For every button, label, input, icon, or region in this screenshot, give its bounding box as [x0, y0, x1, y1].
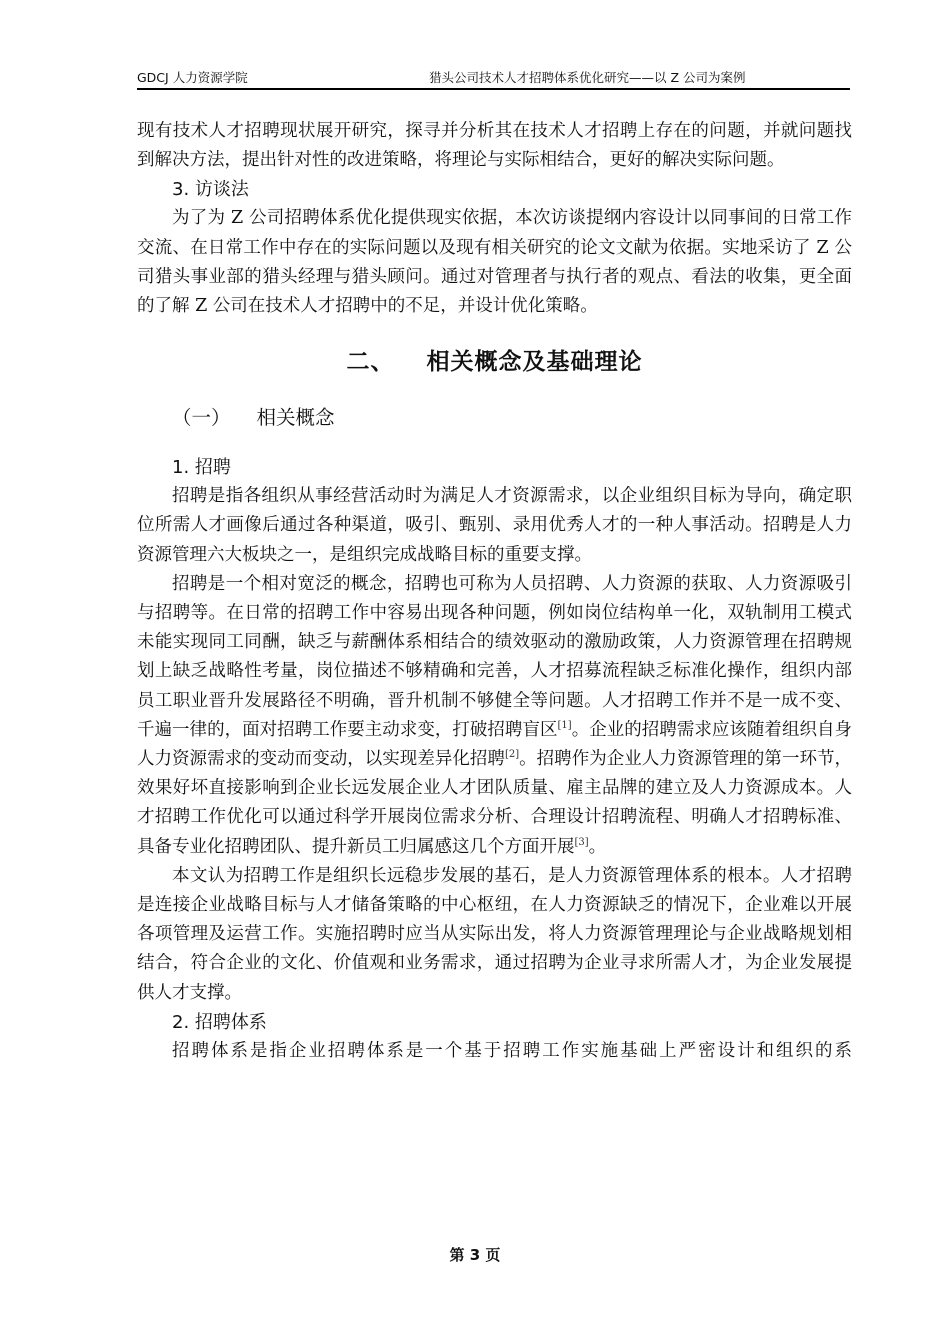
- subsection-recruitment-system-title: 2. 招聘体系: [172, 1011, 267, 1033]
- subsection-recruitment-title: 1. 招聘: [172, 457, 231, 479]
- header-institution: GDCJ 人力资源学院: [137, 70, 248, 85]
- chapter-heading: [137, 345, 852, 379]
- paragraph-author-view: 本文认为招聘工作是组织长远稳步发展的基石，是人力资源管理体系的根本。人才招聘是连接企业战略目标与人才储备策略的中心枢纽，在人力资源缺乏的情况下，企业难以开展各项管理及运营工作。实施招聘时应当从实际出发，将人力资源管理理论与企业战略规划相结合，符合企业的文化、价值观和业务需求，通过招聘为企业寻求所需人才，为企业发展提供人才支撑。: [137, 865, 852, 1003]
- chapter-number: 二、: [346, 349, 395, 376]
- header-paper-title: 猎头公司技术人才招聘体系优化研究——以 Z 公司为案例: [429, 70, 746, 85]
- citation-3: [3]: [574, 836, 589, 848]
- page-content: [137, 117, 852, 1066]
- chapter-title: 相关概念及基础理论: [426, 349, 643, 376]
- citation-2: [2]: [504, 749, 520, 761]
- citation-1: [1]: [557, 720, 572, 732]
- section-heading: [137, 403, 852, 433]
- recruitment-problems-text-b: 。企业的招聘需求应该随着组织自身人力资源需求的变动而变动，以实现差异化招聘: [137, 719, 853, 770]
- paragraph-recruitment-system: 招聘体系是指企业招聘体系是一个基于招聘工作实施基础上严密设计和组织的系: [172, 1040, 852, 1061]
- section-title: 相关概念: [256, 406, 335, 430]
- recruitment-problems-text-a: 招聘是一个相对宽泛的概念，招聘也可称为人员招聘、人力资源的获取、人力资源吸引与招聘等。在日常的招聘工作中容易出现各种问题，例如岗位结构单一化，双轨制用工模式未能实现同工同酬，缺乏与薪酬体系相结合的绩效驱动的激励政策，人力资源管理在招聘规划上缺乏战略性考量，岗位描述不够精确和完善，人才招募流程缺乏标准化操作，组织内部员工职业晋升发展路径不明确，晋升机制不够健全等问题。人才招聘工作并不是一成不变、千遍一律的，面对招聘工作要主动求变，打破招聘盲区: [137, 573, 852, 740]
- paragraph-recruitment-definition: 招聘是指各组织从事经营活动时为满足人才资源需求，以企业组织目标为导向，确定职位所需人才画像后通过各种渠道，吸引、甄别、录用优秀人才的一种人事活动。招聘是人力资源管理六大板块之一，是组织完成战略目标的重要支撑。: [137, 486, 852, 565]
- paragraph-intro-continued: 现有技术人才招聘现状展开研究，探寻并分析其在技术人才招聘上存在的问题，并就问题找到解决方法，提出针对性的改进策略，将理论与实际相结合，更好的解决实际问题。: [137, 121, 852, 171]
- recruitment-problems-text-c: 。招聘作为企业人力资源管理的第一环节，效果好坏直接影响到企业长远发展企业人才团队质量、雇主品牌的建立及人力资源成本。人才招聘工作优化可以通过科学开展岗位需求分析、合理设计招聘流程、明确人才招聘标准、具备专业化招聘团队、提升新员工归属感这几个方面开展: [137, 749, 853, 857]
- paragraph-interview-method: 为了为 Z 公司招聘体系优化提供现实依据，本次访谈提纲内容设计以同事间的日常工作交流、在日常工作中存在的实际问题以及现有相关研究的论文文献为依据。实地采访了 Z 公司猎头事业部的猎头经理与猎头顾问。通过对管理者与执行者的观点、看法的收集，更全面的了解 Z 公司在技术人才招聘中的不足，并设计优化策略。: [137, 208, 852, 317]
- page-number: 第 3 页: [449, 1246, 501, 1264]
- paragraph-recruitment-problems: [137, 570, 852, 862]
- recruitment-problems-text-d: 。: [588, 836, 607, 857]
- section-number: （一）: [172, 406, 231, 430]
- method-3-title: 3. 访谈法: [172, 179, 249, 201]
- page-header: [137, 66, 850, 90]
